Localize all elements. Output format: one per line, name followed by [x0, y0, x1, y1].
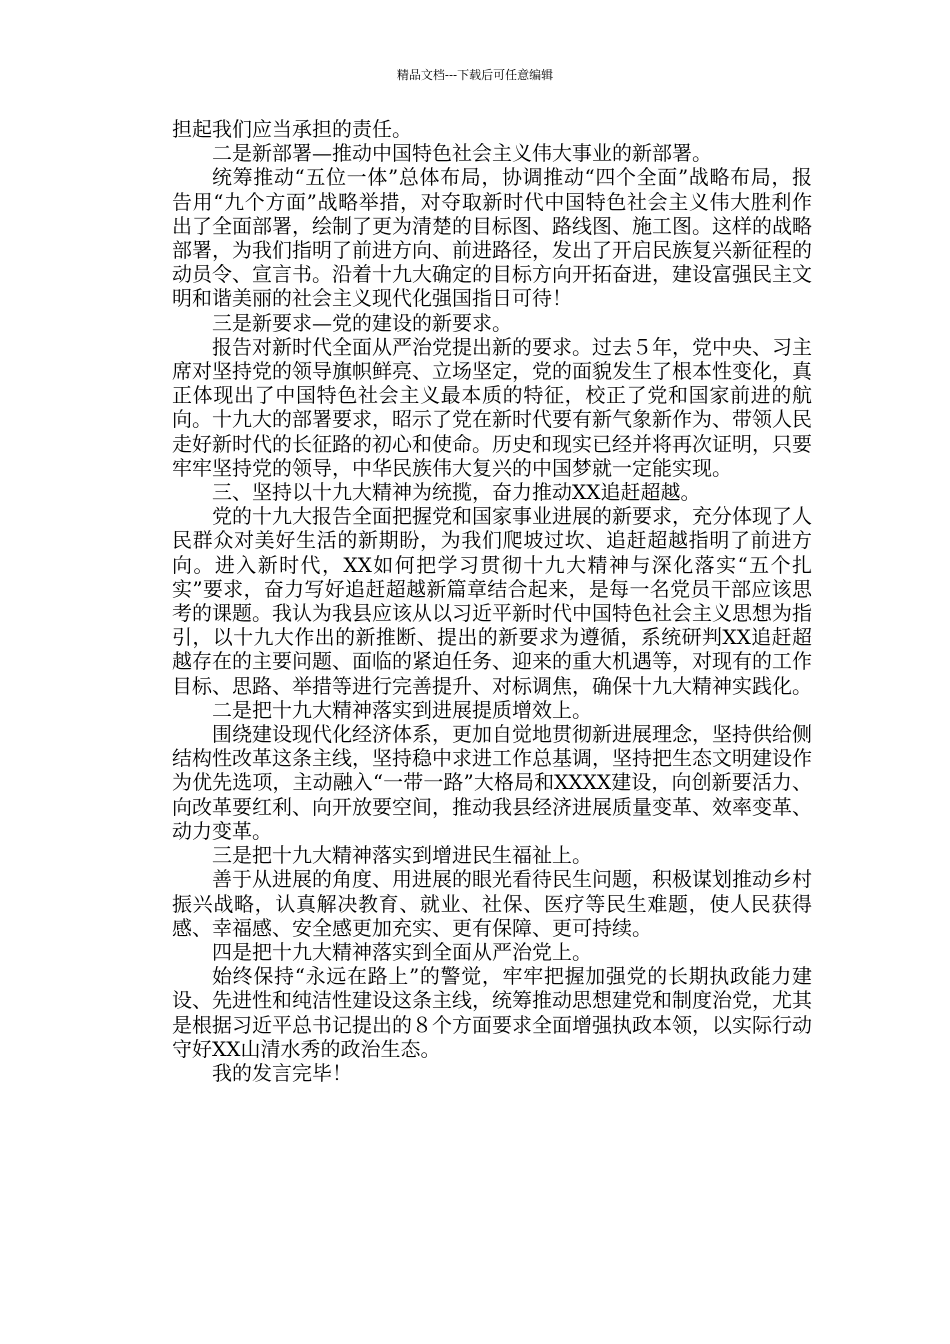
section-heading: 三是把十九大精神落实到增进民生福祉上。	[212, 843, 592, 868]
section-heading: 四是把十九大精神落实到全面从严治党上。	[212, 939, 592, 964]
paragraph: 统筹推动“五位一体”总体布局，协调推动“四个全面”战略布局，报告用“九个方面”战略举措，对夺取新时代中国特色社会主义伟大胜利作出了全面部署，绘制了更为清楚的目标图、路线图、施工图。这样的战略部署，为我们指明了前进方向、前进路径，发出了开启民族复兴新征程的动员令、宣言书。沿着十九大确定的目标方向开拓奋进，建设富强民主文明和谐美丽的社会主义现代化强国指日可待！	[172, 165, 812, 311]
paragraph: 善于从进展的角度、用进展的眼光看待民生问题，积极谋划推动乡村振兴战略，认真解决教育、就业、社保、医疗等民生难题，使人民获得感、幸福感、安全感更加充实、更有保障、更可持续。	[172, 867, 812, 940]
section-heading: 二是把十九大精神落实到进展提质增效上。	[212, 697, 592, 722]
paragraph: 始终保持“永远在路上”的警觉，牢牢把握加强党的长期执政能力建设、先进性和纯洁性建设这条主线，统筹推动思想建党和制度治党，尤其是根据习近平总书记提出的８个方面要求全面增强执政本领，以实际行动守好XX山清水秀的政治生态。	[172, 964, 812, 1061]
section-heading: 三是新要求—党的建设的新要求。	[212, 310, 512, 335]
paragraph: 担起我们应当承担的责任。	[172, 117, 412, 141]
closing-line: 我的发言完毕！	[212, 1060, 352, 1085]
page-header: 精品文档---下载后可任意编辑	[396, 68, 554, 82]
paragraph: 党的十九大报告全面把握党和国家事业进展的新要求，充分体现了人民群众对美好生活的新期盼，为我们爬坡过坎、追赶超越指明了前进方向。进入新时代，XX如何把学习贯彻十九大精神与深化落实“五个扎实”要求，奋力写好追赶超越新篇章结合起来，是每一名党员干部应该思考的课题。我认为我县应该从以习近平新时代中国特色社会主义思想为指引，以十九大作出的新推断、提出的新要求为遵循，系统研判XX追赶超越存在的主要问题、面临的紧迫任务、迎来的重大机遇等，对现有的工作目标、思路、举措等进行完善提升、对标调焦，确保十九大精神实践化。	[172, 504, 812, 698]
section-heading: 二是新部署—推动中国特色社会主义伟大事业的新部署。	[212, 141, 712, 166]
section-heading: 三、坚持以十九大精神为统揽，奋力推动XX追赶超越。	[212, 480, 701, 505]
paragraph: 围绕建设现代化经济体系，更加自觉地贯彻新进展理念，坚持供给侧结构性改革这条主线，坚持稳中求进工作总基调，坚持把生态文明建设作为优先选项，主动融入“一带一路”大格局和XXXX建设，向创新要活力、向改革要红利、向开放要空间，推动我县经济进展质量变革、效率变革、动力变革。	[172, 722, 812, 843]
document-body	[172, 117, 812, 1085]
paragraph: 报告对新时代全面从严治党提出新的要求。过去５年，党中央、习主席对坚持党的领导旗帜鲜亮、立场坚定，党的面貌发生了根本性变化，真正体现出了中国特色社会主义最本质的特征，校正了党和国家前进的航向。十九大的部署要求，昭示了党在新时代要有新气象新作为、带领人民走好新时代的长征路的初心和使命。历史和现实已经并将再次证明，只要牢牢坚持党的领导，中华民族伟大复兴的中国梦就一定能实现。	[172, 334, 812, 480]
